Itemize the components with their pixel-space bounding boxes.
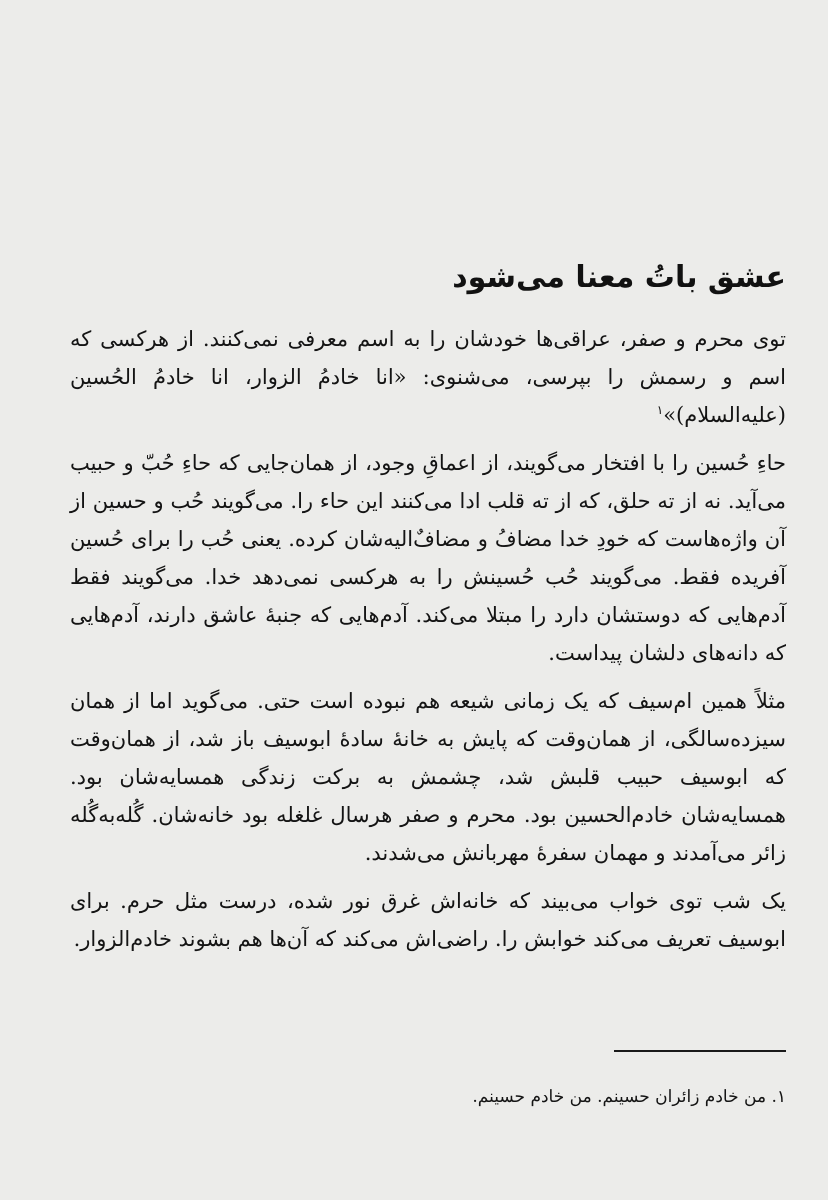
paragraph-1 (70, 320, 786, 434)
paragraph-3: مثلاً همین ام‌سیف که یک زمانی شیعه هم نبوده است حتی. می‌گوید اما از همان سیزده‌سالگی، از همان‌وقت که پایش به خانهٔ سادهٔ ابوسیف باز شد، از همان‌وقت که ابوسیف حبیب قلبش شد، چشمش به برکت زندگی همسایه‌شان بود. همسایه‌شان خادم‌الحسین بود. محرم و صفر هرسال غلغله بود خانه‌شان. گُله‌به‌گُله زائر می‌آمدند و مهمان سفرهٔ مهربانش می‌شدند. (70, 689, 786, 865)
footnote-reference: ۱ (656, 403, 664, 417)
paragraph-2: حاءِ حُسین را با افتخار می‌گویند، از اعماقِ وجود، از همان‌جایی که حاءِ حُبّ و حبیب می‌آید. نه از ته حلق، که از ته قلب ادا می‌کنند این حاء را. می‌گویند حُب و حسین از آن واژه‌هاست که خودِ خدا مضافُ و مضافٌ‌الیه‌شان کرده. یعنی حُب را برای حُسین آفریده فقط. می‌گویند حُب حُسینش را به هرکسی نمی‌دهد خدا. می‌گویند فقط آدم‌هایی که دوستشان دارد را مبتلا می‌کند. آدم‌هایی که جنبهٔ عاشق دارند، آدم‌هایی که دانه‌های دلشان پیداست. (70, 451, 786, 665)
footnote-divider (614, 1050, 786, 1052)
paragraph-1-text: توی محرم و صفر، عراقی‌ها خودشان را به اسم معرفی نمی‌کنند. از هرکسی که اسم و رسمش را بپرسی، می‌شنوی: «انا خادمُ الزوار، انا خادمُ الحُسین (علیه‌السلام)» (70, 327, 786, 427)
paragraph-4: یک شب توی خواب می‌بیند که خانه‌اش غرق نور شده، درست مثل حرم. برای ابوسیف تعریف می‌کند خوابش را. راضی‌اش می‌کند که آن‌ها هم بشوند خادم‌الزوار. (70, 889, 786, 951)
chapter-title: عشق باتُ معنا می‌شود (452, 260, 786, 295)
footnote: ۱. من خادم زائران حسینم. من خادم حسینم. (472, 1087, 786, 1107)
body-text (70, 320, 786, 968)
